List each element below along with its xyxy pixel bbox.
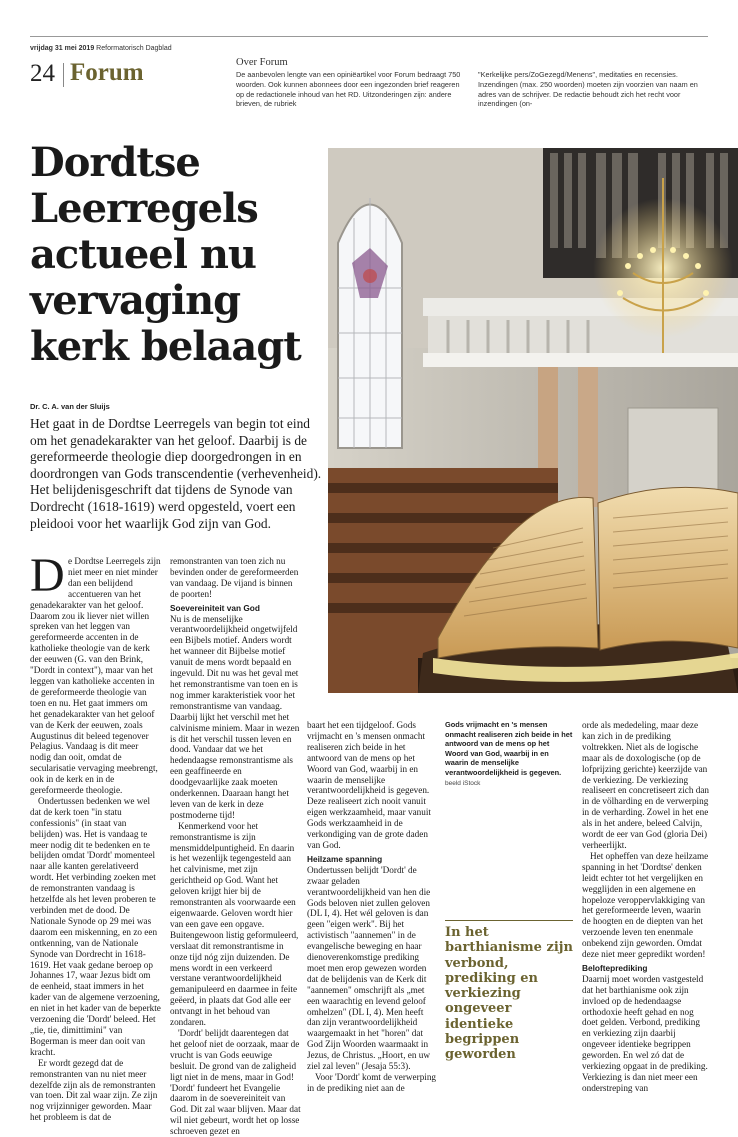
- caption-text: Gods vrijmacht en 's mensen onmacht realiseren zich beide in het antwoord van de mens op het Woord van God, waarbij in en waarin de menselijke verantwoordelijkheid is gegeven.: [445, 720, 573, 777]
- paragraph: e Dordtse Leerregels zijn niet meer en niet minder dan een belijdend accentueren van het genadekarakter van het geloof. Daarom zou ik liever niet willen spreken van het leggen van gereformeerde accenten in de katholieke theologie van de kerk der eeuwen (G. van den Brink, "Dordt in context"), maar van het leggen van katholieke accenten in de gereformeerde theologie van toen en nu. Het gaat immers om het genadekarakter van het geloof van de Kerk der eeuwen, zoals Augustinus dit beleed tegenover Pelagius. Vandaag is dit meer nodig dan ooit, omdat de secularisatie vervaging meebrengt, ook in de kerk en in de gereformeerde theologie.: [30, 556, 161, 796]
- paragraph: Kenmerkend voor het remonstrantisme is zijn mensmiddelpuntigheid. En daarin is het wezenlijk tegengesteld aan het calvinisme, met zijn gerichtheid op God. Want het geloven krijgt hier bij de remonstranten als voorwaarde een eigenwaarde. Geloven wordt hier van een gave een opgave. Buitengewoon listig geformuleerd, verslaat dit remonstrantisme in onze tijd nóg zijn duizenden. De mens wordt in een verkeerd verstane verantwoordelijkheid gemanipuleerd en daarmee in feite geëerd, in plaats dat God alle eer ontvangt in het behoud van zondaren.: [170, 820, 299, 1028]
- paragraph: Ondertussen bedenken we wel dat de kerk toen "in statu confessionis" (in staat van belijden) was. Het is vandaag te meer nodig dit te bedenken en te belijden omdat 'Dordt' momenteel naar alle kanten gerelativeerd wordt. Het verbinding zoeken met de remonstranten vandaag is hetzelfde als het leven proberen te verbinden met de dood. De Nationale Synode op 29 mei was daarom een miskenning, en zo een ontkenning, van de Nationale Synode van Dordrecht in 1618-1619. Het vaak gedane beroep op Johannes 17, waar Jezus bidt om de eenheid, staat immers in het kader van de algemene verzoening, en niet in het kader van de beperkte verzoening die 'Dordt' beleed. Het „tie, tie, dimittimini" van Bogerman is meer dan ooit van kracht.: [30, 795, 161, 1057]
- paragraph: Voor 'Dordt' komt de verwerping in de prediking niet aan de: [307, 1072, 437, 1093]
- article-column-3: [307, 720, 437, 1094]
- drop-cap: D: [30, 549, 65, 602]
- paragraph: Ondertussen belijdt 'Dordt' de zwaar geladen verantwoordelijkheid van hen die Gods beloven niet zullen geloven (DL I, 4). Het wél geloven is dan geen "eigen werk". Bij het activistisch "aannemen" in de evangelische beweging en haar dienoverenkomstige prediking moet men erop gewezen worden dat de belijdenis van de Kerk dit "aannemen" omschrijft als „met een waarachtig en levend geloof omhelzen" (DL I, 4). Men heeft dan zijn verantwoordelijkheid waargemaakt in het "horen" dat God Zijn Woorden waarmaakt in Jezus, de Christus. „Hoort, en uw ziel zal leven" (Jesaja 55:3).: [307, 864, 431, 1072]
- pull-quote: In het barthianisme zijn verbond, prediking en verkiezing ongeveer identieke begrippen geworden: [445, 920, 573, 1063]
- article-column-4: [445, 720, 574, 788]
- subheading: Belofteprediking: [582, 962, 648, 973]
- page-number: 24: [30, 60, 55, 87]
- paragraph: remonstranten van toen zich nu bevinden onder de gereformeerden van vandaag. De vijand is binnen de poorten!: [170, 556, 299, 599]
- section-divider: [63, 63, 64, 87]
- photo-caption: [445, 720, 574, 788]
- section-name: Forum: [70, 59, 144, 86]
- church-bible-photo: [328, 148, 738, 693]
- subheading: Soevereiniteit van God: [170, 602, 260, 613]
- issue-date: vrijdag 31 mei 2019: [30, 45, 95, 52]
- article-intro: Het gaat in de Dordtse Leerregels van begin tot eind om het genadekarakter van het geloof. Daarbij is de gereformeerde theologie diep doorgedrongen in en doordrongen van Gods transcendentie (verhevenheid). Het belijdenisgeschrift dat tijdens de Synode van Dordrecht (1618-1619) werd opgesteld, voert een pleidooi voor het waarlijk God zijn van God.: [30, 416, 322, 531]
- over-forum-box: [236, 57, 708, 109]
- paragraph: baart het een tijdgeloof. Gods vrijmacht en 's mensen onmacht realiseren zich beide in het antwoord van de mens op het Woord van God, waarbij in en waarin de menselijke verantwoordelijkheid is gegeven. Deze realiseert zich nooit vanuit eigen werkzaamheid, maar vanuit Gods werkzaamheid in de verkondiging van de grote daden van God.: [307, 720, 431, 850]
- article-column-2: [170, 556, 301, 1137]
- article-headline: Dordtse Leerregels actueel nu vervaging kerk belaagt: [30, 139, 301, 370]
- over-forum-title: Over Forum: [236, 57, 288, 68]
- masthead-rule: [30, 36, 708, 37]
- paragraph: Het opheffen van deze heilzame spanning in het 'Dordtse' denken leidt echter tot het vergelijken en wegglijden in een algemene en hopeloze veroppervlakkiging van het gereformeerde leven, waarin de hoogten en de diepten van het verzoende leven ten enenmale onbekend zijn geworden. Omdat deze niet meer gepredikt worden!: [582, 850, 709, 960]
- article-column-1: [30, 549, 161, 1123]
- dateline: [30, 45, 172, 52]
- paragraph: Nu is de menselijke verantwoordelijkheid ongetwijfeld een Bijbels motief. Anders wordt het wanneer dit Bijbelse motief vanuit de mens wordt bepaald en ingevuld. Dit nu was het geval met het remonstrantisme van toen en is nog immer karakteristiek voor het remonstrantisme van vandaag. Daarbij lijkt het verschil met het calvinisme miniem. Maar in wezen is dit het verschil tussen leven en dood. Vandaar dat we het hedendaagse remonstrantisme als een geaffineerde en doodgevaarlijke zaak moeten onderkennen. Daaraan hangt het leven van de kerk in deze postmoderne tijd!: [170, 613, 300, 820]
- paragraph: orde als mededeling, maar deze kan zich in de prediking voltrekken. Niet als de logische maar als de doxologische (op de lofprijzing gerichte) keerzijde van de verkiezing. De verkiezing realiseert en concretiseert zich dan in de völharding en de verwerping in de verharding. Zowel in het ene als in het andere, beleed Calvijn, wordt de eer van God (gloria Dei) verheerlijkt.: [582, 720, 710, 850]
- article-column-5: [582, 720, 710, 1094]
- over-forum-text-1: De aanbevolen lengte van een opiniëartikel voor Forum bedraagt 750 woorden. Ook kunnen abonnees door een ingezonden brief reageren op de redactionele inhoud van het RD. Uitzonderingen zijn: andere brieven, de rubriek: [236, 70, 461, 109]
- subheading: Heilzame spanning: [307, 853, 383, 864]
- over-forum-text-2: "Kerkelijke pers/ZoGezegd/Menens", meditaties en recensies. Inzendingen (max. 250 woorden) moeten zijn voorzien van naam en adres van de schrijver. De redactie behoudt zich het recht voor inzendingen (on-: [478, 70, 698, 109]
- paragraph: Er wordt gezegd dat de remonstranten van nu niet meer dezelfde zijn als de remonstranten van toen. Dit zal waar zijn. Ze zijn nog vrijzinniger geworden. Maar het probleem is dat de: [30, 1057, 158, 1123]
- newspaper-name: Reformatorisch Dagblad: [96, 45, 172, 52]
- photo-credit: beeld iStock: [445, 779, 481, 787]
- paragraph: Daarnij moet worden vastgesteld dat het barthianisme ook zijn invloed op de hedendaagse orthodoxie heeft gehad en nog doet gelden. Verbond, prediking en verkiezing zijn daarbij ongeveer identieke begrippen geworden. En wel zó dat de verkiezing opgaat in de prediking. Verkiezing is dan niet meer een onderstreping van: [582, 973, 708, 1093]
- article-byline: Dr. C. A. van der Sluijs: [30, 402, 110, 411]
- paragraph: 'Dordt' belijdt daarentegen dat het geloof niet de oorzaak, maar de vrucht is van Gods eeuwige besluit. De grond van de zaligheid ligt niet in de mens, maar in God! 'Dordt' fundeert het Evangelie daarom in de soevereiniteit van God. Dit zal waar blijven. Maar dat wil niet gebeurt, wordt het op losse schroeven gezet en: [170, 1027, 301, 1137]
